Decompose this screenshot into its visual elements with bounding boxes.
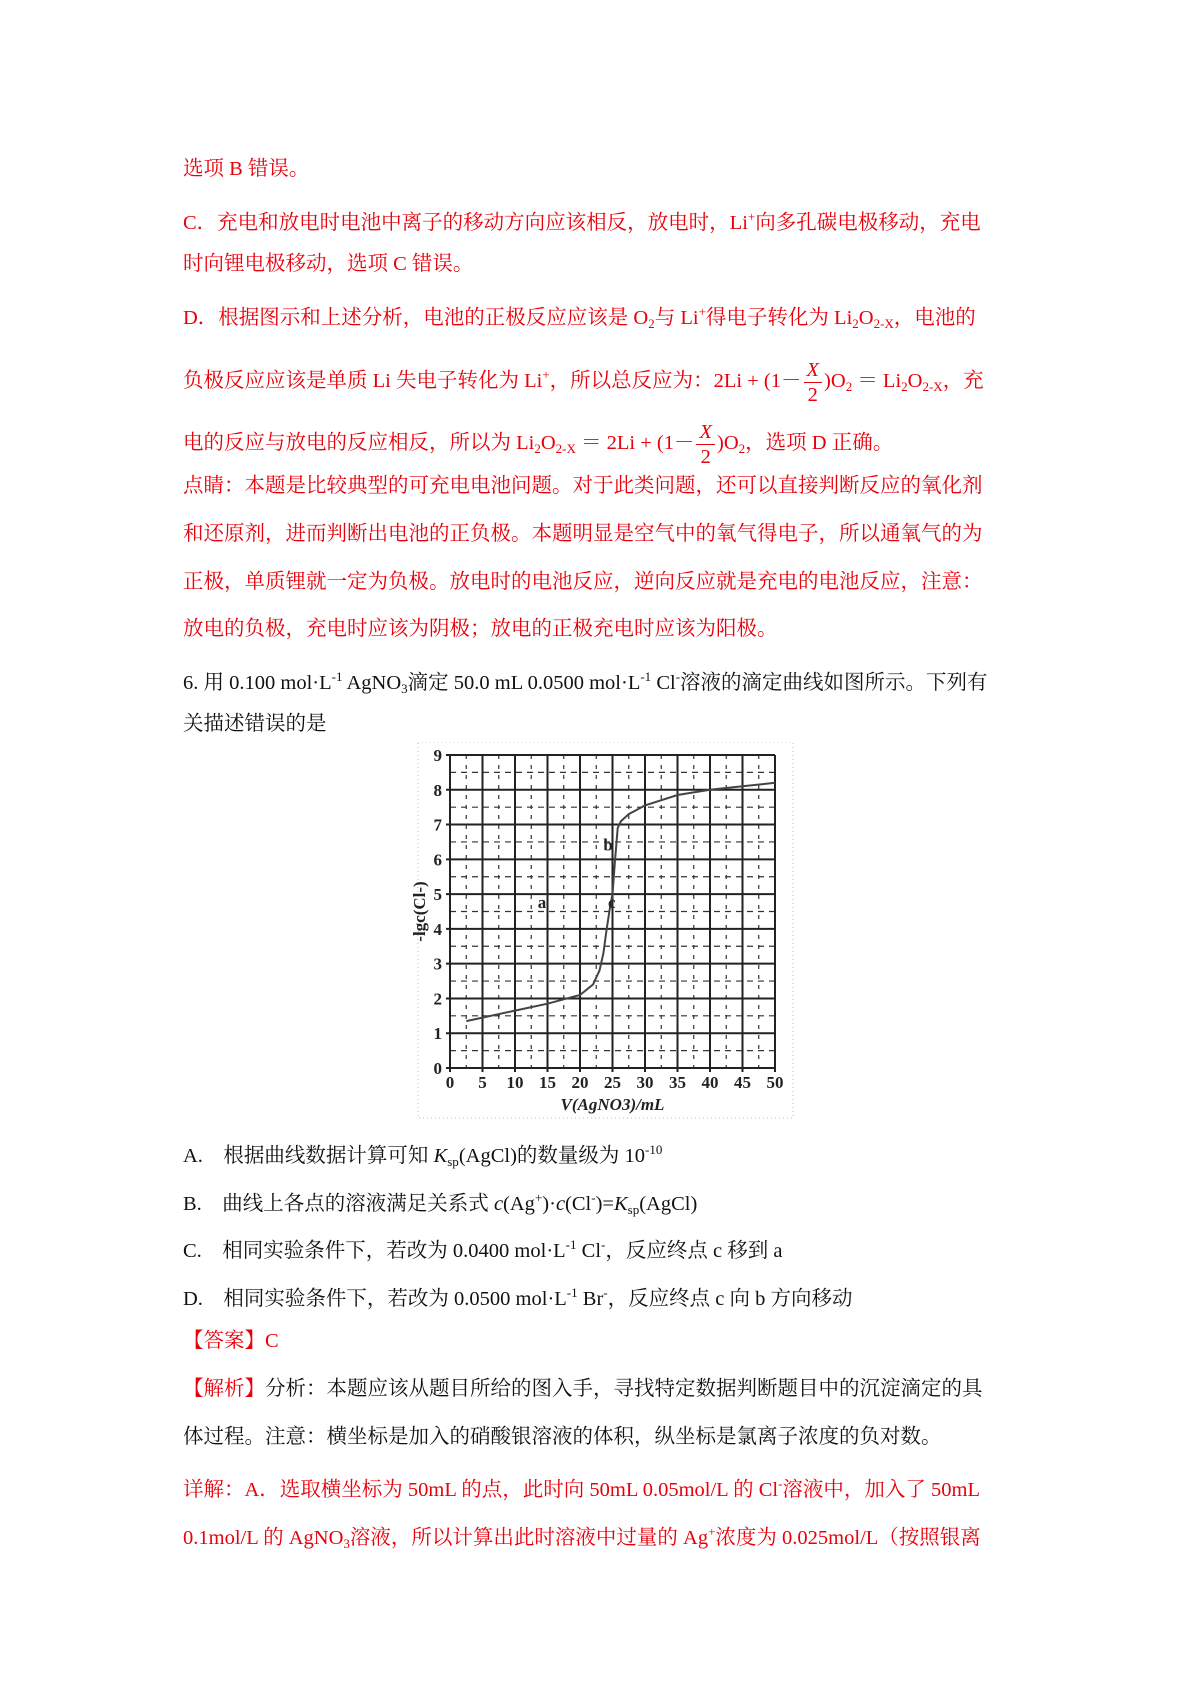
- x-tick-label: 35: [669, 1073, 686, 1092]
- text-segment: K: [433, 1145, 448, 1167]
- text-line: [183, 617, 778, 641]
- fraction-num: X: [804, 358, 823, 383]
- text-segment: 向多孔碳电极移动，充电: [755, 212, 981, 234]
- x-tick-label: 50: [766, 1073, 784, 1092]
- text-segment: -1: [640, 669, 652, 684]
- fraction-den: 2: [807, 384, 818, 406]
- x-tick-label: 40: [701, 1073, 719, 1092]
- text-segment: 2: [534, 441, 541, 457]
- text-segment: C. 相同实验条件下，若改为 0.0400 mol·L: [183, 1240, 566, 1262]
- text-segment: -1: [565, 1237, 577, 1252]
- text-line: [183, 358, 984, 407]
- text-segment: ＝ 2Li + (1－: [575, 432, 695, 455]
- x-axis-label: V(AgNO3)/mL: [560, 1095, 665, 1114]
- fraction-den: 2: [700, 446, 711, 468]
- x-tick-label: 0: [445, 1073, 455, 1092]
- text-segment: ，所以总反应为：2Li + (1－: [549, 370, 802, 393]
- text-line: [183, 1281, 852, 1311]
- text-segment: 点睛：本题是比较典型的可充电电池问题。对于此类问题，还可以直接判断反应的氧化剂: [183, 475, 983, 497]
- text-line: [183, 570, 983, 594]
- text-segment: ，反应终点 c 移到 a: [605, 1240, 783, 1262]
- text-line: [183, 1520, 981, 1556]
- text-segment: Cl: [576, 1240, 602, 1262]
- text-segment: 得电子转化为 Li: [705, 307, 853, 329]
- text-line: [183, 1329, 279, 1353]
- y-tick-label: 9: [433, 746, 442, 765]
- text-segment: 与 Li: [654, 307, 699, 329]
- text-segment: +: [542, 367, 550, 383]
- x-tick-label: 30: [636, 1073, 654, 1092]
- text-segment: 关描述错误的是: [183, 713, 327, 735]
- text-segment: 0.1mol/L 的 AgNO: [183, 1527, 344, 1549]
- y-tick-label: 4: [433, 919, 442, 939]
- x-tick-label: 10: [506, 1073, 524, 1092]
- text-segment: 电的反应与放电的反应相反，所以为 Li: [183, 432, 535, 455]
- text-segment: )O: [824, 370, 846, 393]
- text-segment: c: [555, 1193, 566, 1215]
- text-line: [183, 252, 473, 276]
- text-segment: Br: [577, 1288, 604, 1310]
- text-segment: 分析：本题应该从题目所给的图入手，寻找特定数据判断题目中的沉淀滴定的具: [265, 1378, 983, 1400]
- text-segment: 溶液中，加入了 50mL: [782, 1479, 980, 1501]
- y-tick-label: 6: [433, 850, 442, 870]
- text-segment: (Cl: [565, 1193, 592, 1215]
- text-segment: 2: [845, 379, 853, 395]
- text-segment: (AgCl)的数量级为 10: [458, 1145, 646, 1167]
- text-line: [183, 1186, 697, 1222]
- text-segment: 2-X: [873, 316, 894, 331]
- text-line: [183, 300, 976, 336]
- text-segment: 【答案】C: [183, 1330, 279, 1352]
- text-segment: ，反应终点 c 向 b 方向移动: [607, 1288, 853, 1310]
- x-tick-label: 5: [478, 1073, 487, 1092]
- text-segment: 6. 用 0.100 mol·L: [183, 672, 332, 694]
- text-segment: 溶液，所以计算出此时溶液中过量的 Ag: [349, 1527, 709, 1549]
- y-axis-label: -lgc(Cl-): [410, 881, 429, 942]
- point-label-a: a: [537, 892, 547, 912]
- y-tick-label: 8: [433, 780, 442, 800]
- text-segment: )·: [542, 1193, 556, 1215]
- titration-curve: [466, 783, 775, 1021]
- text-segment: c: [493, 1193, 504, 1215]
- text-line: [183, 665, 988, 701]
- text-line: [183, 1472, 980, 1502]
- text-segment: 2-X: [555, 441, 576, 457]
- x-tick-label: 45: [734, 1073, 751, 1092]
- text-segment: -10: [645, 1142, 663, 1157]
- text-segment: 【解析】: [183, 1378, 265, 1400]
- text-segment: 浓度为 0.025mol/L（按照银离: [715, 1527, 981, 1549]
- text-line: [183, 1233, 782, 1263]
- text-segment: -: [601, 1237, 606, 1252]
- text-segment: D. 相同实验条件下，若改为 0.0500 mol·L: [183, 1288, 567, 1310]
- text-segment: O: [540, 432, 556, 455]
- y-tick-label: 3: [433, 954, 442, 974]
- text-segment: +: [747, 209, 756, 224]
- text-segment: sp: [447, 1154, 459, 1169]
- text-segment: (Ag: [503, 1193, 535, 1215]
- text-segment: sp: [627, 1202, 640, 1217]
- text-segment: -1: [566, 1285, 578, 1300]
- text-line: [183, 1138, 662, 1174]
- y-tick-label: 5: [433, 885, 442, 905]
- text-line: [183, 1425, 942, 1449]
- fraction: [696, 420, 715, 469]
- text-segment: K: [613, 1193, 628, 1215]
- text-segment: ，充: [942, 370, 984, 393]
- x-tick-label: 25: [604, 1073, 621, 1092]
- chart-border: [418, 742, 793, 1118]
- text-segment: A. 根据曲线数据计算可知: [183, 1145, 434, 1167]
- text-segment: D．根据图示和上述分析，电池的正极反应应该是 O: [183, 307, 649, 329]
- text-segment: 选项 B 错误。: [183, 158, 310, 180]
- text-segment: AgNO: [342, 672, 402, 694]
- text-segment: 3: [401, 681, 408, 696]
- text-segment: 正极，单质锂就一定为负极。放电时的电池反应，逆向反应就是充电的电池反应，注意：: [183, 571, 983, 593]
- text-segment: ，电池的: [893, 307, 976, 329]
- text-segment: 2: [852, 316, 859, 331]
- text-line: [183, 474, 983, 498]
- text-line: [183, 522, 983, 546]
- text-line: [183, 712, 327, 736]
- text-segment: )O: [717, 432, 739, 455]
- text-segment: Cl: [651, 672, 676, 694]
- text-line: [183, 205, 981, 235]
- y-tick-label: 2: [433, 989, 442, 1009]
- point-label-b: b: [603, 835, 613, 855]
- y-tick-label: 7: [433, 815, 442, 835]
- text-segment: C．充电和放电时电池中离子的移动方向应该相反，放电时，Li: [183, 212, 748, 234]
- text-segment: +: [708, 1524, 716, 1539]
- text-segment: (AgCl): [639, 1193, 698, 1215]
- titration-chart: [405, 742, 805, 1142]
- fraction-num: X: [696, 420, 715, 445]
- text-segment: 2: [738, 441, 746, 457]
- text-segment: 负极反应应该是单质 Li 失电子转化为 Li: [183, 370, 543, 393]
- text-segment: B. 曲线上各点的溶液满足关系式: [183, 1193, 494, 1215]
- text-segment: O: [858, 307, 874, 329]
- text-segment: -: [603, 1285, 608, 1300]
- x-tick-label: 20: [571, 1073, 589, 1092]
- x-tick-label: 15: [539, 1073, 556, 1092]
- text-segment: +: [534, 1190, 543, 1205]
- text-segment: 2: [648, 316, 655, 331]
- y-tick-label: 1: [433, 1024, 442, 1044]
- text-segment: 放电的负极，充电时应该为阴极；放电的正极充电时应该为阳极。: [183, 618, 778, 640]
- text-segment: ，选项 D 正确。: [745, 432, 894, 455]
- text-line: [183, 1377, 983, 1401]
- text-segment: 溶液的滴定曲线如图所示。下列有: [680, 672, 988, 694]
- text-segment: 2-X: [922, 379, 943, 395]
- text-segment: )=: [595, 1193, 614, 1215]
- text-segment: -: [675, 669, 681, 684]
- text-segment: 3: [343, 1536, 350, 1551]
- y-tick-label: 0: [433, 1059, 442, 1078]
- text-segment: -: [778, 1476, 783, 1491]
- text-line: [183, 420, 893, 469]
- text-segment: 体过程。注意：横坐标是加入的硝酸银溶液的体积，纵坐标是氯离子浓度的负对数。: [183, 1426, 942, 1448]
- text-segment: 和还原剂，进而判断出电池的正负极。本题明显是空气中的氧气得电子，所以通氧气的为: [183, 523, 983, 545]
- text-segment: ＝ Li: [852, 370, 902, 393]
- text-segment: 滴定 50.0 mL 0.0500 mol·L: [407, 672, 641, 694]
- text-segment: 2: [901, 379, 908, 395]
- text-segment: 时向锂电极移动，选项 C 错误。: [183, 253, 474, 275]
- fraction: [804, 358, 823, 407]
- text-segment: 详解：A．选取横坐标为 50mL 的点，此时向 50mL 0.05mol/L 的 Cl: [183, 1479, 779, 1501]
- text-segment: O: [907, 370, 923, 393]
- text-line: [183, 157, 309, 181]
- text-segment: -: [591, 1190, 596, 1205]
- text-segment: -1: [331, 669, 343, 684]
- point-label-c: c: [607, 892, 616, 912]
- text-segment: +: [698, 304, 706, 319]
